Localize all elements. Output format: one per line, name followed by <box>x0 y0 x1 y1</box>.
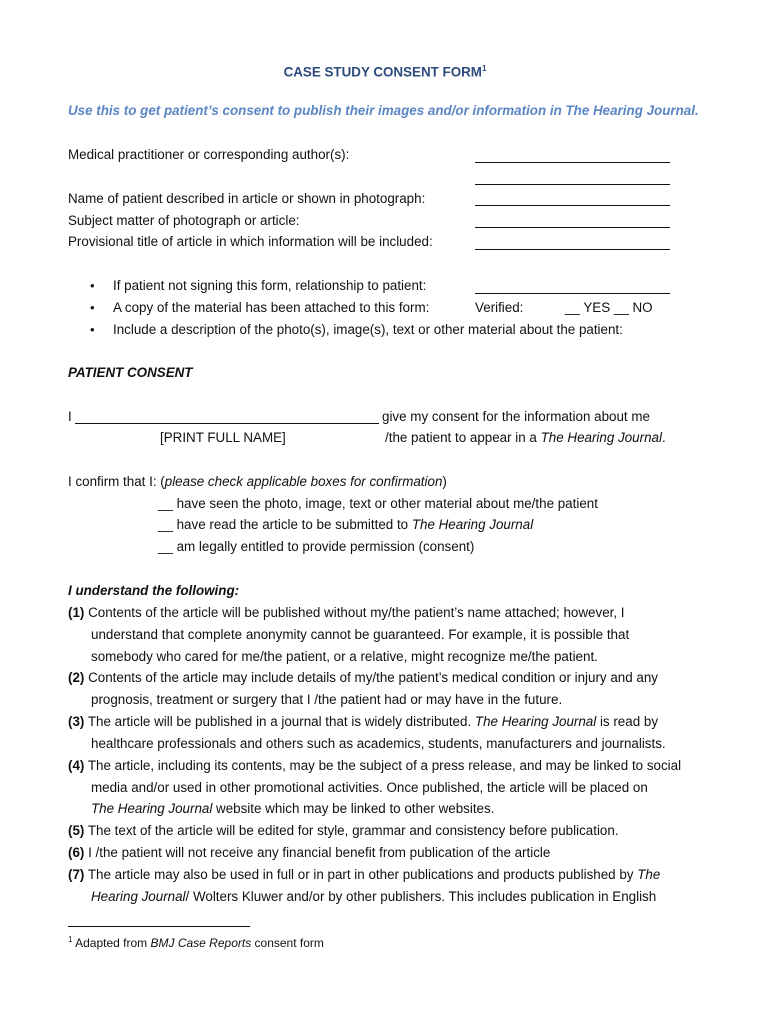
bullet-dot: • <box>90 300 95 315</box>
print-full-name-label: [PRINT FULL NAME] <box>160 430 286 445</box>
footnote-divider <box>68 926 250 927</box>
bullet-relationship: If patient not signing this form, relationship to patient: <box>113 278 427 293</box>
understand-item-4: (4) The article, including its contents, may be the subject of a press release, and may be linked to social <box>68 758 682 773</box>
confirm-entitled-checkbox[interactable]: __ am legally entitled to provide permission (consent) <box>158 539 475 554</box>
yes-no-checkboxes[interactable]: __ YES __ NO <box>565 300 653 315</box>
understand-item-1-line-3: somebody who cared for me/the patient, or a relative, might recognize me/the patient. <box>91 649 598 664</box>
bullet-description: Include a description of the photo(s), image(s), text or other material about the patient: <box>113 322 623 337</box>
bullet-dot: • <box>90 278 95 293</box>
confirm-seen-checkbox[interactable]: __ have seen the photo, image, text or other material about me/the patient <box>158 496 598 511</box>
understand-item-5: (5) The text of the article will be edited for style, grammar and consistency before publication. <box>68 823 619 838</box>
bullet-dot: • <box>90 322 95 337</box>
subject-line[interactable] <box>475 227 670 228</box>
patient-name-line[interactable] <box>475 205 670 206</box>
give-consent-text: give my consent for the information about me <box>382 409 650 424</box>
field-label-subject: Subject matter of photograph or article: <box>68 213 300 228</box>
footnote-marker: 1 <box>481 64 487 73</box>
bullet-copy-attached: A copy of the material has been attached to this form: <box>113 300 430 315</box>
patient-consent-heading: PATIENT CONSENT <box>68 365 193 380</box>
subtitle: Use this to get patient’s consent to publish their images and/or information in The Hearing Journal. <box>68 103 699 118</box>
field-label-title: Provisional title of article in which information will be included: <box>68 234 433 249</box>
page-title: CASE STUDY CONSENT FORM$^1$ <box>283 64 487 80</box>
understand-item-3-line-2: healthcare professionals and others such as academics, students, manufacturers and journalists. <box>91 736 666 751</box>
understand-item-1-line-2: understand that complete anonymity cannot be guaranteed. For example, it is possible that <box>91 627 630 642</box>
understand-item-7: (7) The article may also be used in full or in part in other publications and products published by The <box>68 867 661 882</box>
verified-label: Verified: <box>475 300 524 315</box>
understand-item-1: (1) Contents of the article will be published without my/the patient’s name attached; however, I <box>68 605 625 620</box>
appear-in-journal-text: /the patient to appear in a The Hearing Journal. <box>385 430 666 445</box>
understand-item-7-line-2: Hearing Journal/ Wolters Kluwer and/or by other publishers. This includes publication in English <box>91 889 657 904</box>
article-title-line[interactable] <box>475 249 670 250</box>
understand-item-2-line-2: prognosis, treatment or surgery that I /the patient had or may have in the future. <box>91 692 563 707</box>
understand-item-4-line-2: media and/or used in other promotional activities. Once published, the article will be placed on <box>91 780 648 795</box>
author-line-1[interactable] <box>475 162 670 163</box>
relationship-line[interactable] <box>475 293 670 294</box>
confirm-intro: I confirm that I: (please check applicable boxes for confirmation) <box>68 474 447 489</box>
understand-heading: I understand the following: <box>68 583 240 598</box>
full-name-line[interactable] <box>75 423 379 424</box>
understand-item-4-line-3: The Hearing Journal website which may be linked to other websites. <box>91 801 495 816</box>
confirm-read-checkbox[interactable]: __ have read the article to be submitted to The Hearing Journal <box>158 517 534 532</box>
consent-i: I <box>68 409 72 424</box>
understand-item-2: (2) Contents of the article may include details of my/the patient’s medical condition or injury and any <box>68 670 659 685</box>
footnote: $^1$ Adapted from BMJ Case Reports consent form <box>68 935 324 950</box>
understand-item-3: (3) The article will be published in a journal that is widely distributed. The Hearing Journal is read by <box>68 714 659 729</box>
author-line-2[interactable] <box>475 184 670 185</box>
understand-item-6: (6) I /the patient will not receive any financial benefit from publication of the article <box>68 845 551 860</box>
field-label-patient-name: Name of patient described in article or shown in photograph: <box>68 191 426 206</box>
field-label-author: Medical practitioner or corresponding author(s): <box>68 147 350 162</box>
